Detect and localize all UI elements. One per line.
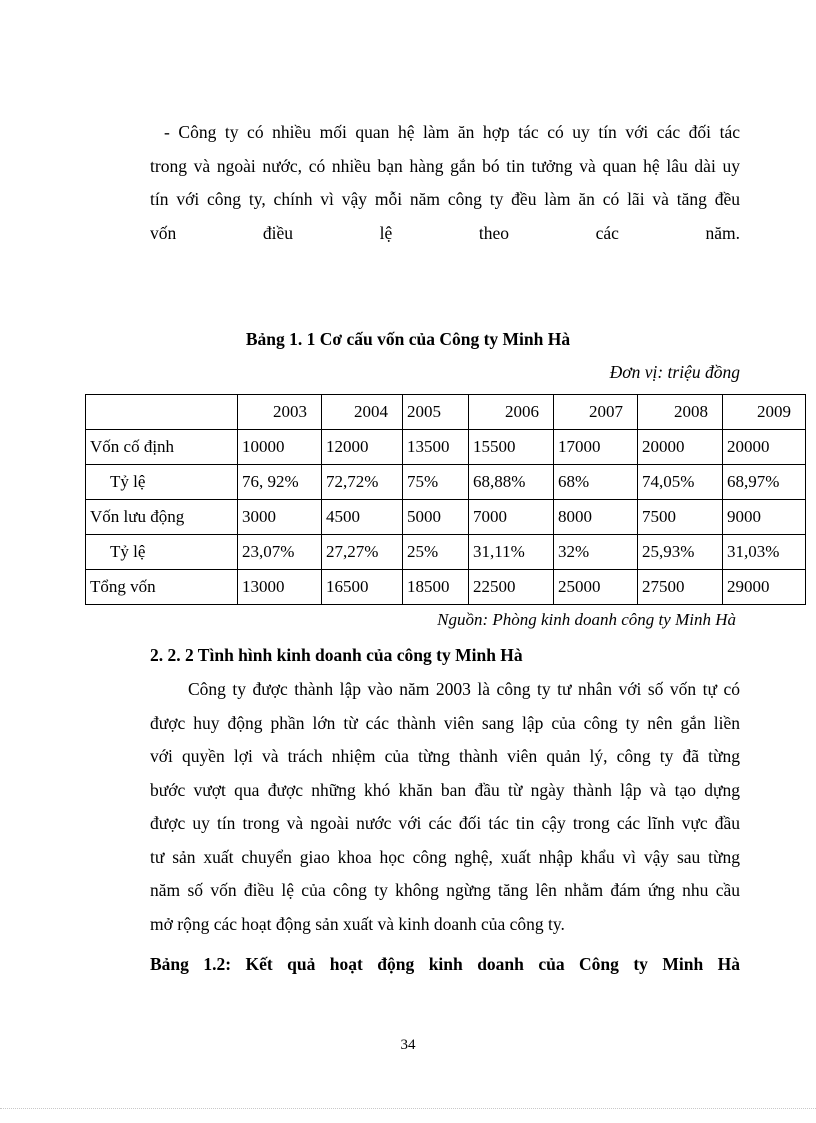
section-heading: 2. 2. 2 Tình hình kinh doanh của công ty Minh Hà — [150, 645, 523, 665]
section-paragraph — [150, 673, 740, 941]
table-cell: 22500 — [469, 570, 554, 605]
table-cell: 8000 — [554, 500, 638, 535]
section-line: với quyền lợi và trách nhiệm của từng thành viên quản lý, công ty đã từng — [150, 746, 740, 766]
header-cell: 2007 — [554, 395, 638, 430]
table-cell: 7500 — [638, 500, 723, 535]
table-row — [86, 500, 806, 535]
table-row — [86, 465, 806, 500]
table-cell: 27500 — [638, 570, 723, 605]
header-cell — [86, 395, 238, 430]
table-cell: 32% — [554, 535, 638, 570]
page-number: 34 — [400, 1037, 416, 1053]
intro-line: tín với công ty, chính vì vậy mỗi năm công ty đều làm ăn có lãi và tăng đều — [150, 189, 740, 209]
page-bottom-divider — [0, 1108, 816, 1109]
table-cell: 31,11% — [469, 535, 554, 570]
header-cell: 2008 — [638, 395, 723, 430]
header-cell: 2006 — [469, 395, 554, 430]
table-cell: 29000 — [723, 570, 806, 605]
table-cell: 15500 — [469, 430, 554, 465]
table-cell: 68,88% — [469, 465, 554, 500]
section-line: năm số vốn điều lệ của công ty không ngừng tăng lên nhằm đám ứng nhu cầu — [150, 880, 740, 900]
header-cell: 2009 — [723, 395, 806, 430]
capital-structure-table — [85, 394, 806, 605]
table-cell: 9000 — [723, 500, 806, 535]
table-cell: 20000 — [723, 430, 806, 465]
table-cell: 25,93% — [638, 535, 723, 570]
table-row — [86, 430, 806, 465]
section-line: mở rộng các hoạt động sản xuất và kinh doanh của công ty. — [150, 913, 565, 934]
row-label: Vốn lưu động — [86, 500, 238, 535]
table-header-row — [86, 395, 806, 430]
row-label: Tỷ lệ — [86, 465, 238, 500]
table-cell: 13000 — [238, 570, 322, 605]
table-cell: 10000 — [238, 430, 322, 465]
table-cell: 25000 — [554, 570, 638, 605]
table-cell: 72,72% — [322, 465, 403, 500]
row-label: Vốn cố định — [86, 430, 238, 465]
table-cell: 68,97% — [723, 465, 806, 500]
table1-caption: Bảng 1. 1 Cơ cấu vốn của Công ty Minh Hà — [245, 329, 571, 349]
table2-caption: Bảng 1.2: Kết quả hoạt động kinh doanh của Công ty Minh Hà — [150, 954, 740, 974]
table-cell: 5000 — [403, 500, 469, 535]
table-cell: 31,03% — [723, 535, 806, 570]
table1-unit: Đơn vị: triệu đồng — [609, 362, 740, 382]
section-line: bước vượt qua được những khó khăn ban đầu từ ngày thành lập và tạo dựng — [150, 779, 740, 800]
table-cell: 13500 — [403, 430, 469, 465]
section-line: tư sản xuất chuyển giao khoa học công nghệ, xuất nhập khẩu vì vậy sau từng — [150, 846, 740, 867]
intro-line: trong và ngoài nước, có nhiều bạn hàng gắn bó tin tưởng và quan hệ lâu dài uy — [150, 155, 740, 176]
table-cell: 68% — [554, 465, 638, 500]
table-cell: 7000 — [469, 500, 554, 535]
intro-line: vốn điều lệ theo các năm. — [150, 222, 740, 243]
intro-line: - Công ty có nhiều mối quan hệ làm ăn hợp tác có uy tín với các đối tác — [164, 122, 740, 142]
table-row — [86, 535, 806, 570]
section-line: được uy tín trong và ngoài nước với các đối tác tin cậy trong các lĩnh vực đầu — [150, 813, 740, 833]
table-row — [86, 570, 806, 605]
table-cell: 18500 — [403, 570, 469, 605]
table-cell: 23,07% — [238, 535, 322, 570]
table-cell: 25% — [403, 535, 469, 570]
table-cell: 76, 92% — [238, 465, 322, 500]
table1-source: Nguồn: Phòng kinh doanh công ty Minh Hà — [437, 610, 736, 629]
row-label: Tỷ lệ — [86, 535, 238, 570]
section-line: được huy động phần lớn từ các thành viên sang lập của công ty nên gắn liền — [150, 712, 740, 733]
header-cell: 2003 — [238, 395, 322, 430]
header-cell: 2005 — [403, 395, 469, 430]
table-cell: 12000 — [322, 430, 403, 465]
table-cell: 4500 — [322, 500, 403, 535]
table-cell: 75% — [403, 465, 469, 500]
table-cell: 16500 — [322, 570, 403, 605]
section-line: Công ty được thành lập vào năm 2003 là công ty tư nhân với số vốn tự có — [188, 679, 740, 699]
table-cell: 20000 — [638, 430, 723, 465]
table-cell: 27,27% — [322, 535, 403, 570]
intro-paragraph — [150, 116, 740, 250]
header-cell: 2004 — [322, 395, 403, 430]
table-cell: 74,05% — [638, 465, 723, 500]
table-cell: 17000 — [554, 430, 638, 465]
table-cell: 3000 — [238, 500, 322, 535]
row-label: Tổng vốn — [86, 570, 238, 605]
